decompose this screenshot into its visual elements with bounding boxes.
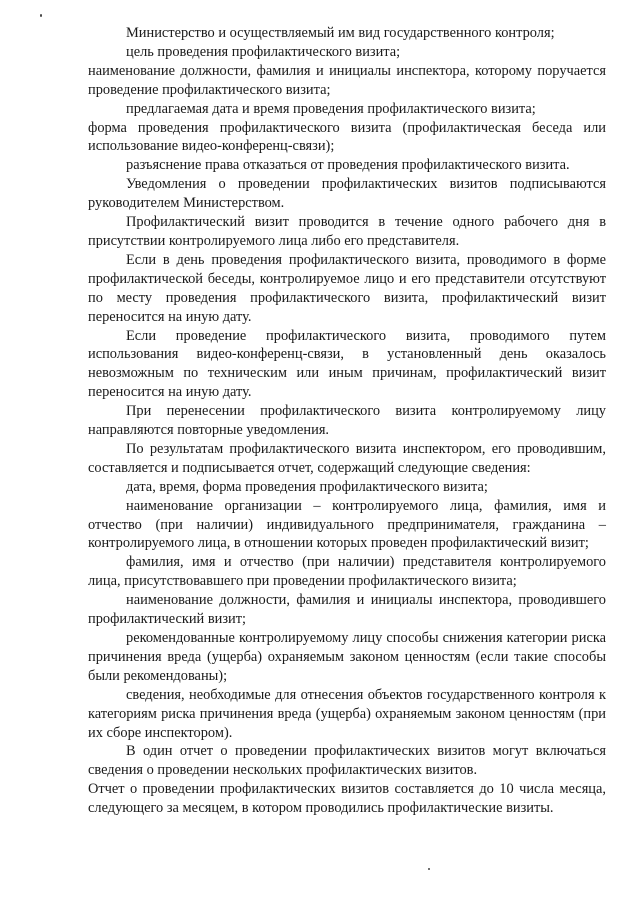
paragraph: По результатам профилактического визита инспектором, его проводившим, составляется и подписывается отчет, содержащий следующие сведения: — [88, 440, 606, 476]
paragraph: Министерство и осуществляемый им вид государственного контроля; — [126, 25, 555, 41]
paragraph: Если в день проведения профилактического визита, проводимого в форме профилактической беседы, контролируемое лицо и его представители отсутствуют по месту проведения профилактического визита, профилактический визит переносится на иную дату. — [88, 251, 606, 325]
paragraph: наименование организации – контролируемого лица, фамилия, имя и отчество (при наличии) индивидуального предпринимателя, гражданина – контролируемого лица, в отношении которых проведен профилактический визит; — [88, 497, 606, 552]
paragraph: рекомендованные контролируемому лицу способы снижения категории риска причинения вреда (ущерба) охраняемым законом ценностям (если такие способы были рекомендованы); — [88, 630, 606, 684]
paragraph: наименование должности, фамилия и инициалы инспектора, которому поручается проведение профилактического визита; — [88, 62, 606, 98]
document-body — [88, 24, 606, 818]
scan-speck — [428, 868, 430, 870]
paragraph: форма проведения профилактического визита (профилактическая беседа или использование видео-конференц-связи); — [88, 119, 606, 155]
paragraph: При перенесении профилактического визита контролируемому лицу направляются повторные уведомления. — [88, 403, 606, 439]
paragraph: Профилактический визит проводится в течение одного рабочего дня в присутствии контролируемого лица либо его представителя. — [88, 214, 606, 249]
scan-speck — [40, 14, 42, 17]
paragraph: фамилия, имя и отчество (при наличии) представителя контролируемого лица, присутствовавшего при проведении профилактического визита; — [88, 554, 606, 590]
paragraph: В один отчет о проведении профилактических визитов могут включаться сведения о проведении нескольких профилактических визитов. — [88, 743, 606, 779]
paragraph: Уведомления о проведении профилактических визитов подписываются руководителем Министерством. — [88, 176, 606, 212]
paragraph: Отчет о проведении профилактических визитов составляется до 10 числа месяца, следующего за месяцем, в котором проводились профилактические визиты. — [88, 781, 606, 817]
paragraph: наименование должности, фамилия и инициалы инспектора, проводившего профилактический визит; — [88, 592, 606, 628]
paragraph: цель проведения профилактического визита; — [126, 43, 401, 60]
paragraph: сведения, необходимые для отнесения объектов государственного контроля к категориям риска причинения вреда (ущерба) охраняемым законом ценностям (при их сборе инспектором). — [88, 686, 606, 741]
paragraph: предлагаемая дата и время проведения профилактического визита; — [126, 100, 536, 117]
paragraph: Если проведение профилактического визита, проводимого путем использования видео-конференц-связи, в установленный день оказалось невозможным по техническим или иным причинам, профилактический визит переносится на иную дату. — [88, 327, 606, 401]
paragraph: дата, время, форма проведения профилактического визита; — [126, 478, 488, 495]
paragraph: разъяснение права отказаться от проведения профилактического визита. — [126, 157, 570, 174]
